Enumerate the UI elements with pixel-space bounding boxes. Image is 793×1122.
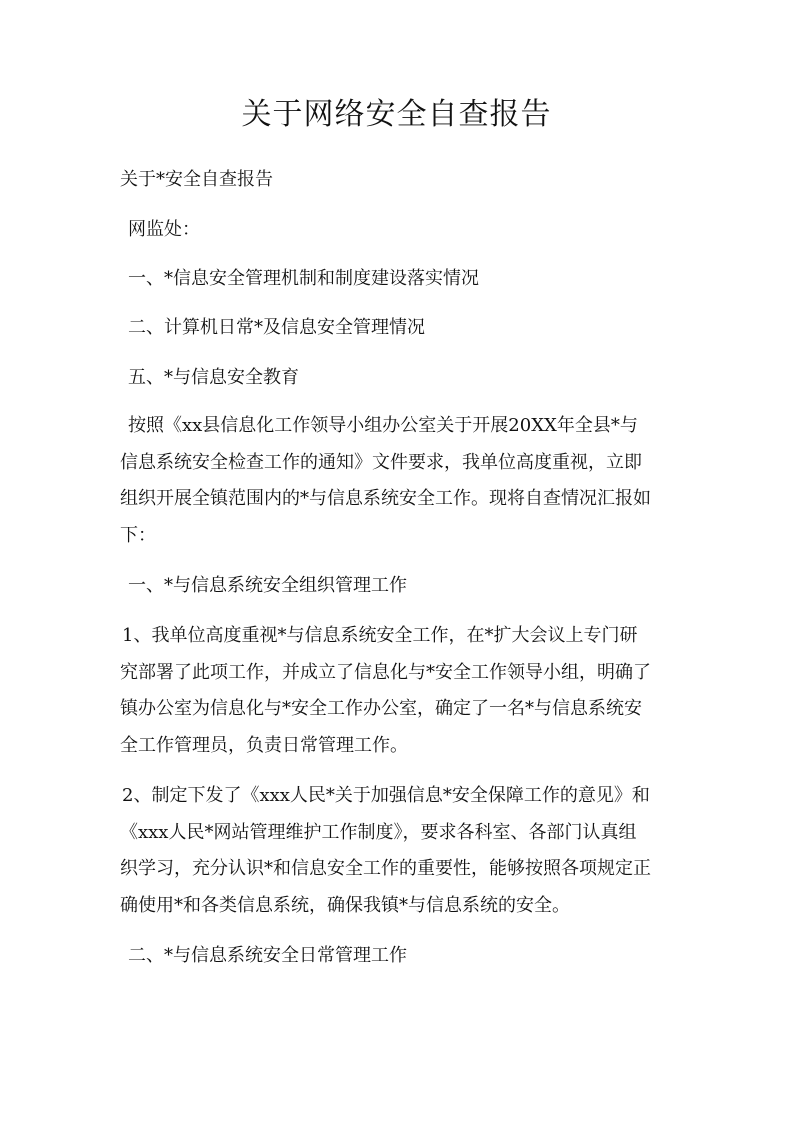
paragraph-section-5 <box>128 360 684 397</box>
paragraph-line: 二、计算机日常*及信息安全管理情况 <box>128 317 425 338</box>
paragraph-section-1 <box>128 261 684 298</box>
paragraph-section-org <box>128 568 684 605</box>
paragraph-line: 关于*安全自查报告 <box>120 169 273 190</box>
paragraph-line: 网监处： <box>128 219 200 240</box>
paragraph-line: 镇办公室为信息化与*安全工作办公室，确定了一名*与信息系统安 <box>120 698 642 719</box>
paragraph-line: 二、*与信息系统安全日常管理工作 <box>128 945 407 966</box>
paragraph-section-daily <box>128 938 684 975</box>
paragraph-line: 2、制定下发了《xxx人民*关于加强信息*安全保障工作的意见》和 <box>122 785 650 806</box>
paragraph-line: 组织开展全镇范围内的*与信息系统安全工作。现将自查情况汇报如 <box>120 488 651 509</box>
paragraph-line: 究部署了此项工作，并成立了信息化与*安全工作领导小组，明确了 <box>120 661 651 683</box>
paragraph-line: 织学习，充分认识*和信息安全工作的重要性，能够按照各项规定正 <box>120 858 651 879</box>
paragraph-line: 确使用*和各类信息系统，确保我镇*与信息系统的安全。 <box>120 894 570 916</box>
paragraph-line: 下： <box>120 524 156 546</box>
paragraph-heading-report <box>120 162 676 199</box>
paragraph-line: 1、我单位高度重视*与信息系统安全工作，在*扩大会议上专门研 <box>122 625 638 646</box>
paragraph-line: 按照《xx县信息化工作领导小组办公室关于开展20XX年全县*与 <box>128 415 638 436</box>
paragraph-intro <box>120 408 676 554</box>
document-title: 关于网络安全自查报告 <box>241 97 552 132</box>
paragraph-item-1 <box>120 618 676 764</box>
paragraph-line: 一、*信息安全管理机制和制度建设落实情况 <box>128 268 479 289</box>
paragraph-line: 一、*与信息系统安全组织管理工作 <box>128 575 407 596</box>
paragraph-salutation <box>128 212 684 249</box>
paragraph-section-2 <box>128 310 684 347</box>
paragraph-line: 五、*与信息安全教育 <box>128 367 299 388</box>
paragraph-line: 《xxx人民*网站管理维护工作制度》，要求各科室、各部门认真组 <box>120 821 637 843</box>
paragraph-line: 信息系统安全检查工作的通知》文件要求，我单位高度重视，立即 <box>120 451 642 473</box>
paragraph-line: 全工作管理员，负责日常管理工作。 <box>120 734 408 756</box>
paragraph-item-2 <box>120 778 676 924</box>
